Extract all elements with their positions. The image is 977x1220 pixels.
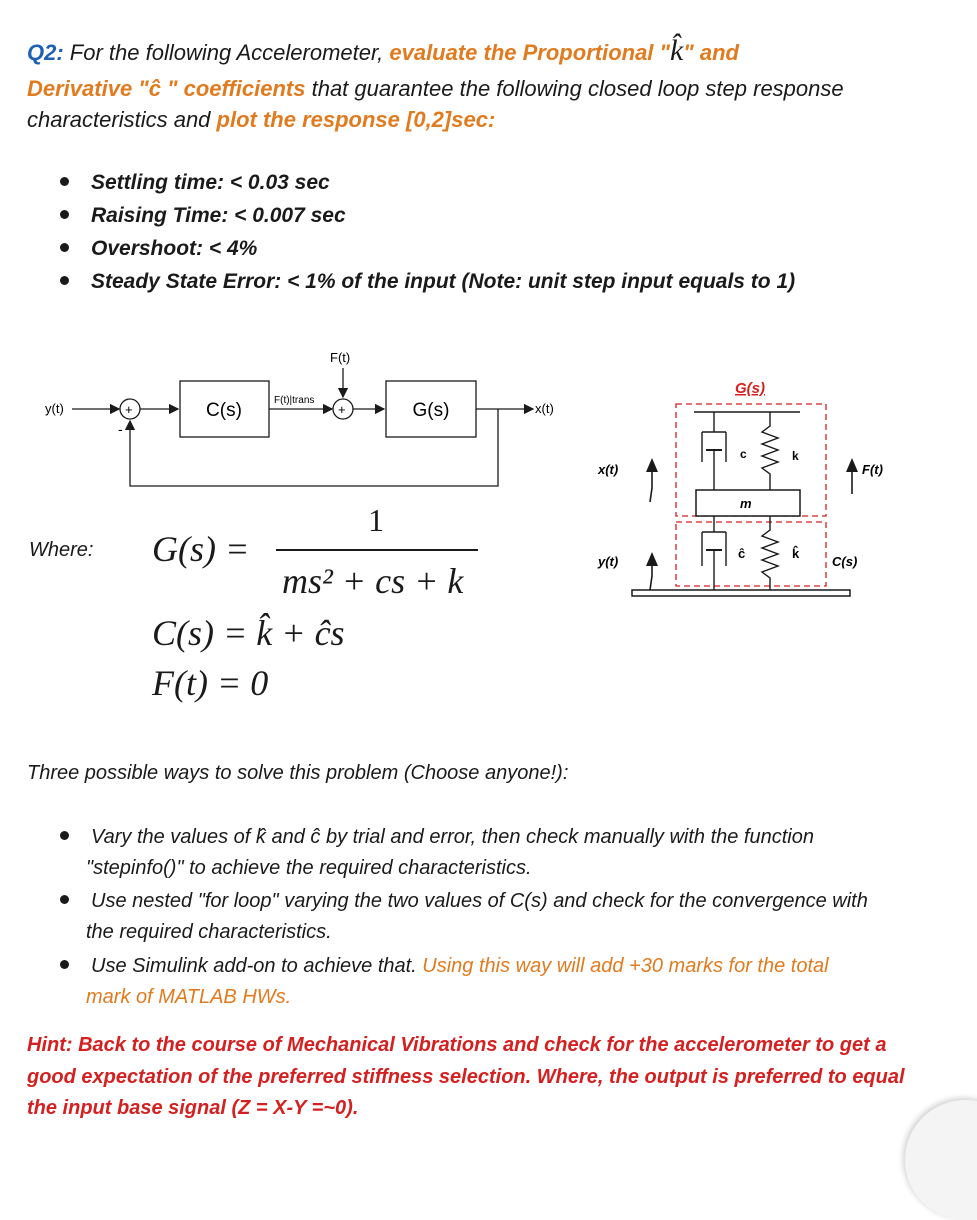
method-1-line-2: "stepinfo()" to achieve the required characteristics. xyxy=(86,857,532,879)
equation-g-lhs: G(s) = xyxy=(152,529,250,569)
mech-yt-arrow xyxy=(646,552,658,566)
bd-disturbance-label: F(t) xyxy=(330,350,351,365)
method-3-line-1b: Using this way will add +30 marks for the total xyxy=(422,955,829,977)
bd-plant-label: G(s) xyxy=(412,400,450,421)
mech-ft-label: F(t) xyxy=(862,462,883,477)
question-highlight-2: plot the response [0,2]sec: xyxy=(216,107,496,132)
mech-k-hat-label: k̂ xyxy=(792,546,800,561)
requirement-item xyxy=(60,237,257,261)
mech-xt-arrow xyxy=(646,458,658,472)
bd-input-label: y(t) xyxy=(45,401,64,416)
k-quote-open: " xyxy=(653,40,670,65)
methods-intro: Three possible ways to solve this problem (Choose anyone!): xyxy=(27,762,569,784)
bd-minus-1: - xyxy=(118,421,123,437)
mech-cs-label: C(s) xyxy=(832,554,858,569)
requirement-item xyxy=(60,171,330,195)
mech-yt-label: y(t) xyxy=(598,554,619,569)
bd-plus-2: + xyxy=(338,402,346,417)
bullet-icon xyxy=(60,960,69,969)
bd-trans-label: F(t)|trans xyxy=(274,395,315,406)
equation-g-denominator: ms² + cs + k xyxy=(282,561,464,601)
equation-c: C(s) = k̂ + ĉs xyxy=(152,613,345,653)
bullet-icon xyxy=(60,276,69,285)
method-2-line-2: the required characteristics. xyxy=(86,921,332,943)
equation-f: F(t) = 0 xyxy=(152,663,269,703)
bullet-icon xyxy=(60,243,69,252)
question-label: Q2: xyxy=(27,40,64,65)
question-line-2 xyxy=(27,76,844,102)
requirement-text: Steady State Error: < 1% of the input (Note: unit step input equals to 1) xyxy=(91,270,796,293)
method-1-line-1: Vary the values of k̂ and ĉ by trial and error, then check manually with the function xyxy=(91,826,814,848)
requirement-item xyxy=(60,204,346,228)
mech-k-label: k xyxy=(792,449,799,463)
mech-c-hat-label: ĉ xyxy=(738,546,746,561)
k-quote-close: " xyxy=(683,40,700,65)
question-derivative: Derivative "ĉ " coefficients xyxy=(27,76,306,101)
requirement-text: Settling time: < 0.03 sec xyxy=(91,171,330,194)
question-line-3 xyxy=(27,107,495,133)
method-3-line-2: mark of MATLAB HWs. xyxy=(86,986,292,1008)
bullet-icon xyxy=(60,831,69,840)
question-text-3: characteristics and xyxy=(27,107,217,132)
hint-line-1: Hint: Back to the course of Mechanical Vibrations and check for the accelerometer to get a xyxy=(27,1034,887,1056)
hint-line-2: good expectation of the preferred stiffness selection. Where, the output is preferred to equal xyxy=(27,1066,905,1088)
bd-plus-1: + xyxy=(125,402,133,417)
bullet-icon xyxy=(60,895,69,904)
question-and: and xyxy=(699,40,739,65)
bullet-icon xyxy=(60,177,69,186)
method-item xyxy=(60,951,920,1013)
mech-gs-label: G(s) xyxy=(735,380,765,397)
k-hat-symbol: k̂ xyxy=(669,34,684,67)
question-text-2: that guarantee the following closed loop step response xyxy=(305,76,844,101)
requirement-text: Overshoot: < 4% xyxy=(91,237,258,260)
bullet-icon xyxy=(60,210,69,219)
mech-base xyxy=(632,590,850,596)
method-3-line-1a: Use Simulink add-on to achieve that. xyxy=(91,955,423,977)
bd-output-label: x(t) xyxy=(535,401,554,416)
question-text-1: For the following Accelerometer, xyxy=(63,40,390,65)
page-curl xyxy=(905,1100,977,1220)
mech-ft-arrow xyxy=(846,458,858,472)
mech-spring-k-hat xyxy=(762,516,778,592)
requirement-text: Raising Time: < 0.007 sec xyxy=(91,204,346,227)
hint-line-3: the input base signal (Z = X-Y =~0). xyxy=(27,1097,359,1119)
equation-g-numerator: 1 xyxy=(368,502,384,538)
question-line-1 xyxy=(27,34,739,68)
mech-spring-k xyxy=(762,412,778,490)
method-2-line-1: Use nested "for loop" varying the two values of C(s) and check for the convergence with xyxy=(91,890,868,912)
method-item xyxy=(60,822,920,884)
fraction-bar xyxy=(276,549,478,551)
mech-c-label: c xyxy=(740,447,747,461)
mech-m-label: m xyxy=(740,496,752,511)
where-label: Where: xyxy=(29,539,94,561)
requirement-item xyxy=(60,270,795,294)
block-diagram xyxy=(0,340,580,500)
accelerometer-schematic xyxy=(590,370,910,610)
question-highlight-1: evaluate the Proportional xyxy=(389,40,654,65)
bd-controller-label: C(s) xyxy=(206,400,242,421)
mech-xt-label: x(t) xyxy=(598,462,619,477)
mech-cs-boundary xyxy=(676,522,826,586)
method-item xyxy=(60,886,920,948)
